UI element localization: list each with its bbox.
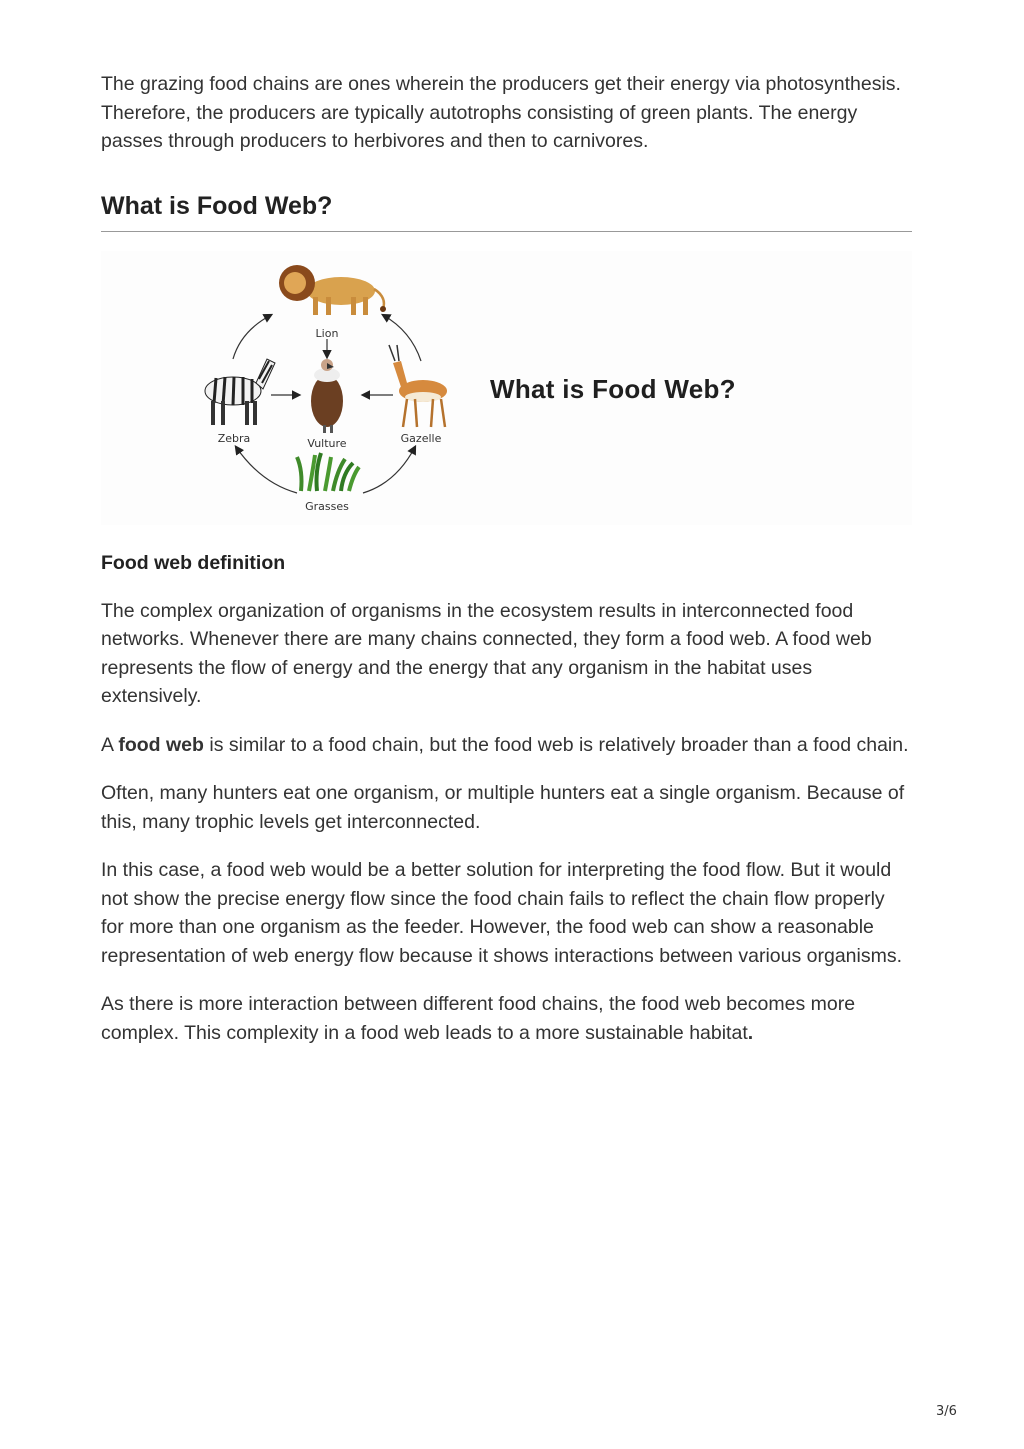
food-web-bold-term: food web <box>118 733 204 756</box>
paragraph-3: Often, many hunters eat one organism, or multiple hunters eat a single organism. Because of this, many trophic levels get interconnected. <box>101 782 905 833</box>
page-content <box>101 70 912 1047</box>
paragraph-5-text: As there is more interaction between different food chains, the food web becomes more complex. This complexity in a food web leads to a more sustainable habitat <box>101 993 856 1044</box>
lion-label: Lion <box>315 326 339 340</box>
vulture-label: Vulture <box>307 436 347 450</box>
paragraph-5-end: . <box>747 1021 754 1044</box>
arrow-gazelle-to-lion <box>383 315 421 361</box>
arrow-grass-to-gazelle <box>363 447 415 493</box>
page-number: 3/6 <box>936 1404 957 1419</box>
intro-paragraph: The grazing food chains are ones wherein the producers get their energy via photosynthesis. Therefore, the producers are typically autotrophs consisting of green plants. The energy passes through producers to herbivores and then to carnivores. <box>101 73 901 152</box>
lion-illustration <box>279 265 386 315</box>
arrow-grass-to-zebra <box>236 447 297 493</box>
vulture-illustration <box>311 359 343 433</box>
paragraph-2 <box>101 731 912 760</box>
gazelle-label: Gazelle <box>400 431 442 445</box>
paragraph-2-suffix: is similar to a food chain, but the food web is relatively broader than a food chain. <box>203 733 909 756</box>
paragraph-4: In this case, a food web would be a better solution for interpreting the food flow. But it would not show the precise energy flow since the food chain fails to reflect the chain flow properly for more than one organism as the feeder. However, the food web can show a reasonable representation of web energy flow because it shows interactions between various organisms. <box>101 859 903 967</box>
arrow-zebra-to-lion <box>233 315 271 359</box>
gazelle-illustration <box>389 345 447 427</box>
food-web-figure <box>101 251 912 525</box>
zebra-label: Zebra <box>217 431 251 445</box>
grasses-illustration <box>297 453 359 491</box>
paragraph-2-prefix: A <box>101 733 119 756</box>
zebra-illustration <box>205 359 275 425</box>
section-heading: What is Food Web? <box>101 192 912 232</box>
paragraph-1: The complex organization of organisms in the ecosystem results in interconnected food networks. Whenever there are many chains connected, they form a food web. A food web represents the flow of energy and the energy that any organism in the habitat uses extensively. <box>101 599 872 707</box>
figure-title: What is Food Web? <box>490 373 736 404</box>
paragraph-5 <box>101 990 912 1047</box>
food-web-definition-heading: Food web definition <box>101 551 286 574</box>
grasses-label: Grasses <box>305 499 349 513</box>
